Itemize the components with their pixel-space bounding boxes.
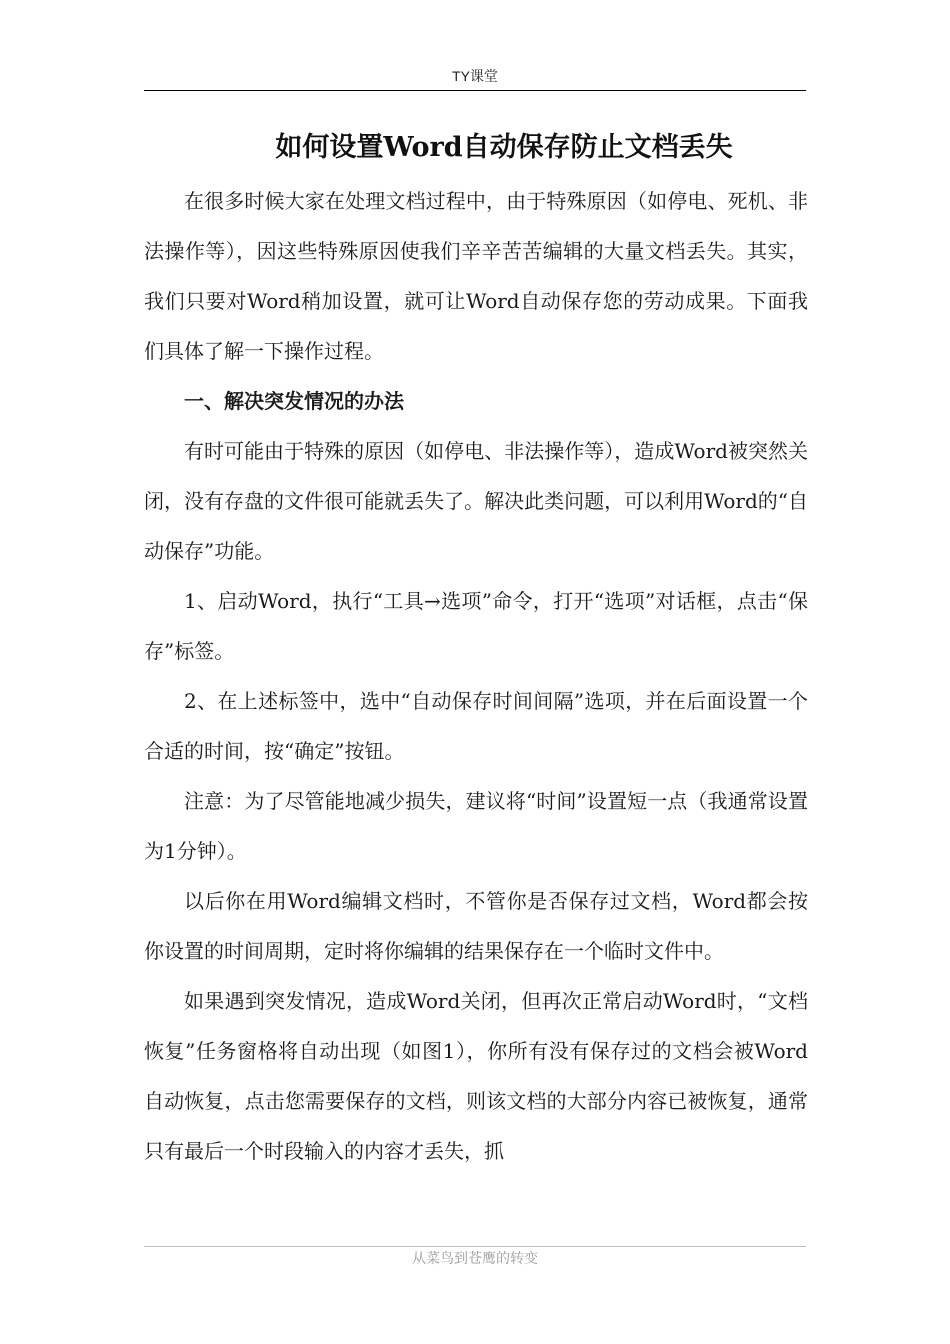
page-footer: 从菜鸟到苍鹰的转变 [412,1251,538,1267]
document-title: 如何设置Word自动保存防止文档丢失 [275,132,733,163]
step-2-paragraph: 2、在上述标签中，选中“自动保存时间间隔”选项，并在后面设置一个合适的时间，按“确定”按钮。 [144,689,808,763]
section-heading: 一、解决突发情况的办法 [184,389,404,413]
note-paragraph: 注意：为了尽管能地减少损失，建议将“时间”设置短一点（我通常设置为1分钟）。 [144,789,808,863]
step-1-paragraph: 1、启动Word，执行“工具→选项”命令，打开“选项”对话框，点击“保存”标签。 [144,589,808,663]
footer-rule [144,1246,806,1247]
intro-paragraph: 在很多时候大家在处理文档过程中，由于特殊原因（如停电、死机、非法操作等），因这些特殊原因使我们辛辛苦苦编辑的大量文档丢失。其实，我们只要对Word稍加设置，就可让Word自动保存您的劳动成果。下面我们具体了解一下操作过程。 [144,189,808,363]
document-body [144,176,808,1176]
header-rule [144,90,806,91]
body-paragraph: 以后你在用Word编辑文档时，不管你是否保存过文档，Word都会按你设置的时间周期，定时将你编辑的结果保存在一个临时文件中。 [144,889,808,963]
page-header: TY课堂 [452,68,498,84]
body-paragraph: 如果遇到突发情况，造成Word关闭，但再次正常启动Word时，“文档恢复”任务窗格将自动出现（如图1），你所有没有保存过的文档会被Word自动恢复，点击您需要保存的文档，则该文档的大部分内容已被恢复，通常只有最后一个时段输入的内容才丢失，抓 [144,989,808,1163]
body-paragraph: 有时可能由于特殊的原因（如停电、非法操作等），造成Word被突然关闭，没有存盘的文件很可能就丢失了。解决此类问题，可以利用Word的“自动保存”功能。 [144,439,808,563]
